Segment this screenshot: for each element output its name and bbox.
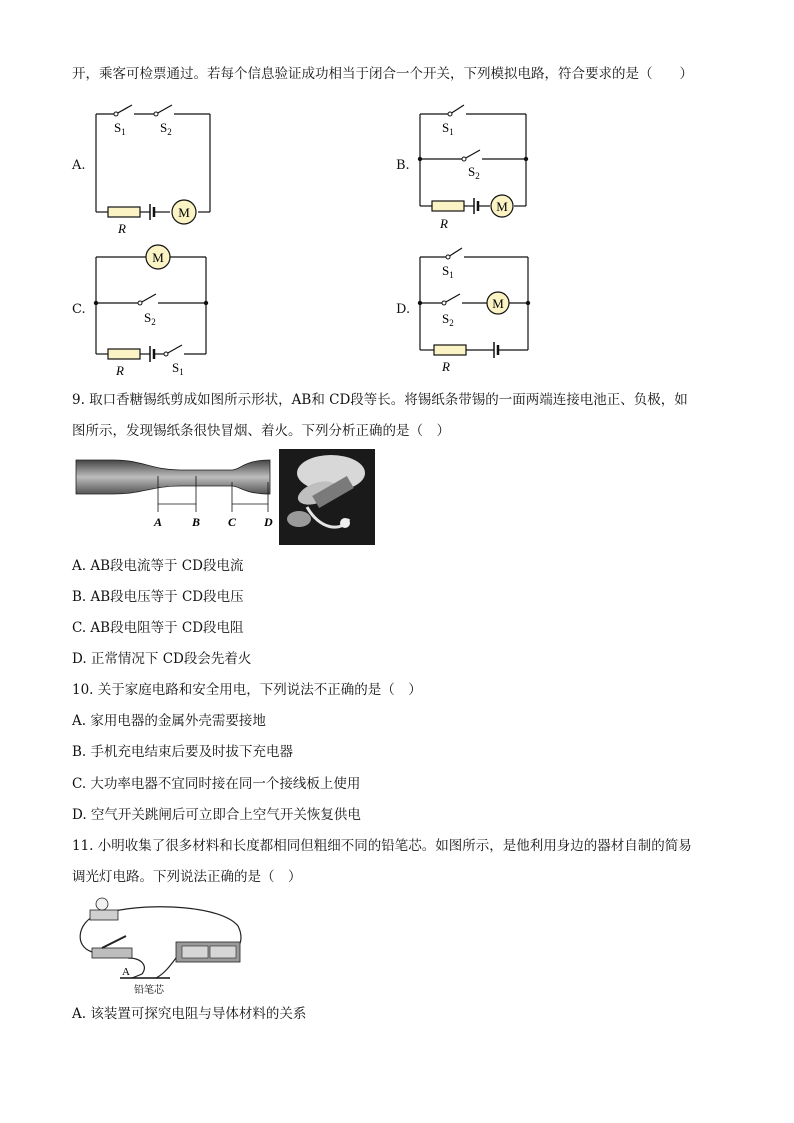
svg-text:S2: $S_2$	[160, 120, 172, 137]
option-b-letter: B.	[396, 158, 410, 173]
question-9-option-c[interactable]: C. AB段电阻等于 CD段电阻	[72, 620, 244, 636]
svg-text:R: R	[440, 216, 448, 231]
question-9-stem-line2: 图所示，发现锡纸条很快冒烟、着火。下列分析正确的是（ ）	[72, 423, 450, 439]
svg-text:R: R	[442, 359, 450, 374]
question-10-option-a[interactable]: A. 家用电器的金属外壳需要接地	[72, 713, 266, 729]
svg-text:R: R	[118, 221, 126, 236]
question-8-text: 开，乘客可检票通过。若每个信息验证成功相当于闭合一个开关，下列模拟电路，符合要求的是（ ）	[72, 66, 693, 82]
svg-text:R: R	[116, 363, 124, 377]
svg-text:S2: $S_2$	[144, 310, 156, 327]
option-d-letter: D.	[396, 302, 411, 317]
tin-foil-strip-figure	[72, 452, 282, 534]
svg-text:S1: $S_1$	[442, 263, 454, 280]
dimmer-circuit-photo	[72, 896, 244, 996]
circuit-diagram-c	[88, 242, 218, 377]
question-10-option-b[interactable]: B. 手机充电结束后要及时拔下充电器	[72, 744, 294, 760]
svg-text:C: C	[228, 515, 237, 529]
circuit-diagram-b	[412, 102, 542, 237]
motor-label: M	[178, 205, 190, 220]
svg-text:A: A	[154, 515, 163, 529]
question-11-option-a[interactable]: A. 该装置可探究电阻与导体材料的关系	[72, 1006, 307, 1022]
question-9-option-b[interactable]: B. AB段电压等于 CD段电压	[72, 589, 244, 605]
circuit-diagram-d	[412, 246, 542, 374]
svg-text:S1: $S_1$	[442, 120, 454, 137]
question-9-option-a[interactable]: A. AB段电流等于 CD段电流	[72, 558, 244, 574]
option-c-letter: C.	[72, 302, 86, 317]
question-9-option-d[interactable]: D. 正常情况下 CD段会先着火	[72, 651, 252, 667]
motor-label: M	[492, 296, 504, 311]
svg-text:S1: $S_1$	[114, 120, 126, 137]
motor-label: M	[496, 199, 508, 214]
question-11-stem-line2: 调光灯电路。下列说法正确的是（ ）	[72, 869, 302, 885]
question-11-stem-line1: 11. 小明收集了很多材料和长度都相同但粗细不同的铅笔芯。如图所示，是他利用身边的器材自制的简易	[72, 838, 692, 854]
svg-text:铅笔芯: 铅笔芯	[134, 985, 164, 996]
svg-text:S2: $S_2$	[442, 311, 454, 328]
burning-foil-photo	[279, 449, 375, 545]
question-10-stem: 10. 关于家庭电路和安全用电，下列说法不正确的是（ ）	[72, 682, 422, 698]
svg-text:S2: $S_2$	[468, 164, 480, 181]
circuit-diagram-a	[88, 96, 218, 236]
option-a-letter: A.	[72, 158, 86, 173]
motor-label: M	[152, 250, 164, 265]
svg-text:S1: $S_1$	[172, 360, 184, 377]
svg-text:A: A	[122, 966, 130, 978]
question-10-option-c[interactable]: C. 大功率电器不宜同时接在同一个接线板上使用	[72, 776, 361, 792]
question-10-option-d[interactable]: D. 空气开关跳闸后可立即合上空气开关恢复供电	[72, 807, 361, 823]
svg-text:B: B	[192, 515, 201, 529]
question-9-stem-line1: 9. 取口香糖锡纸剪成如图所示形状，AB和 CD段等长。将锡纸条带锡的一面两端连接电池正、负极，如	[72, 392, 688, 408]
svg-text:D: D	[264, 515, 273, 529]
